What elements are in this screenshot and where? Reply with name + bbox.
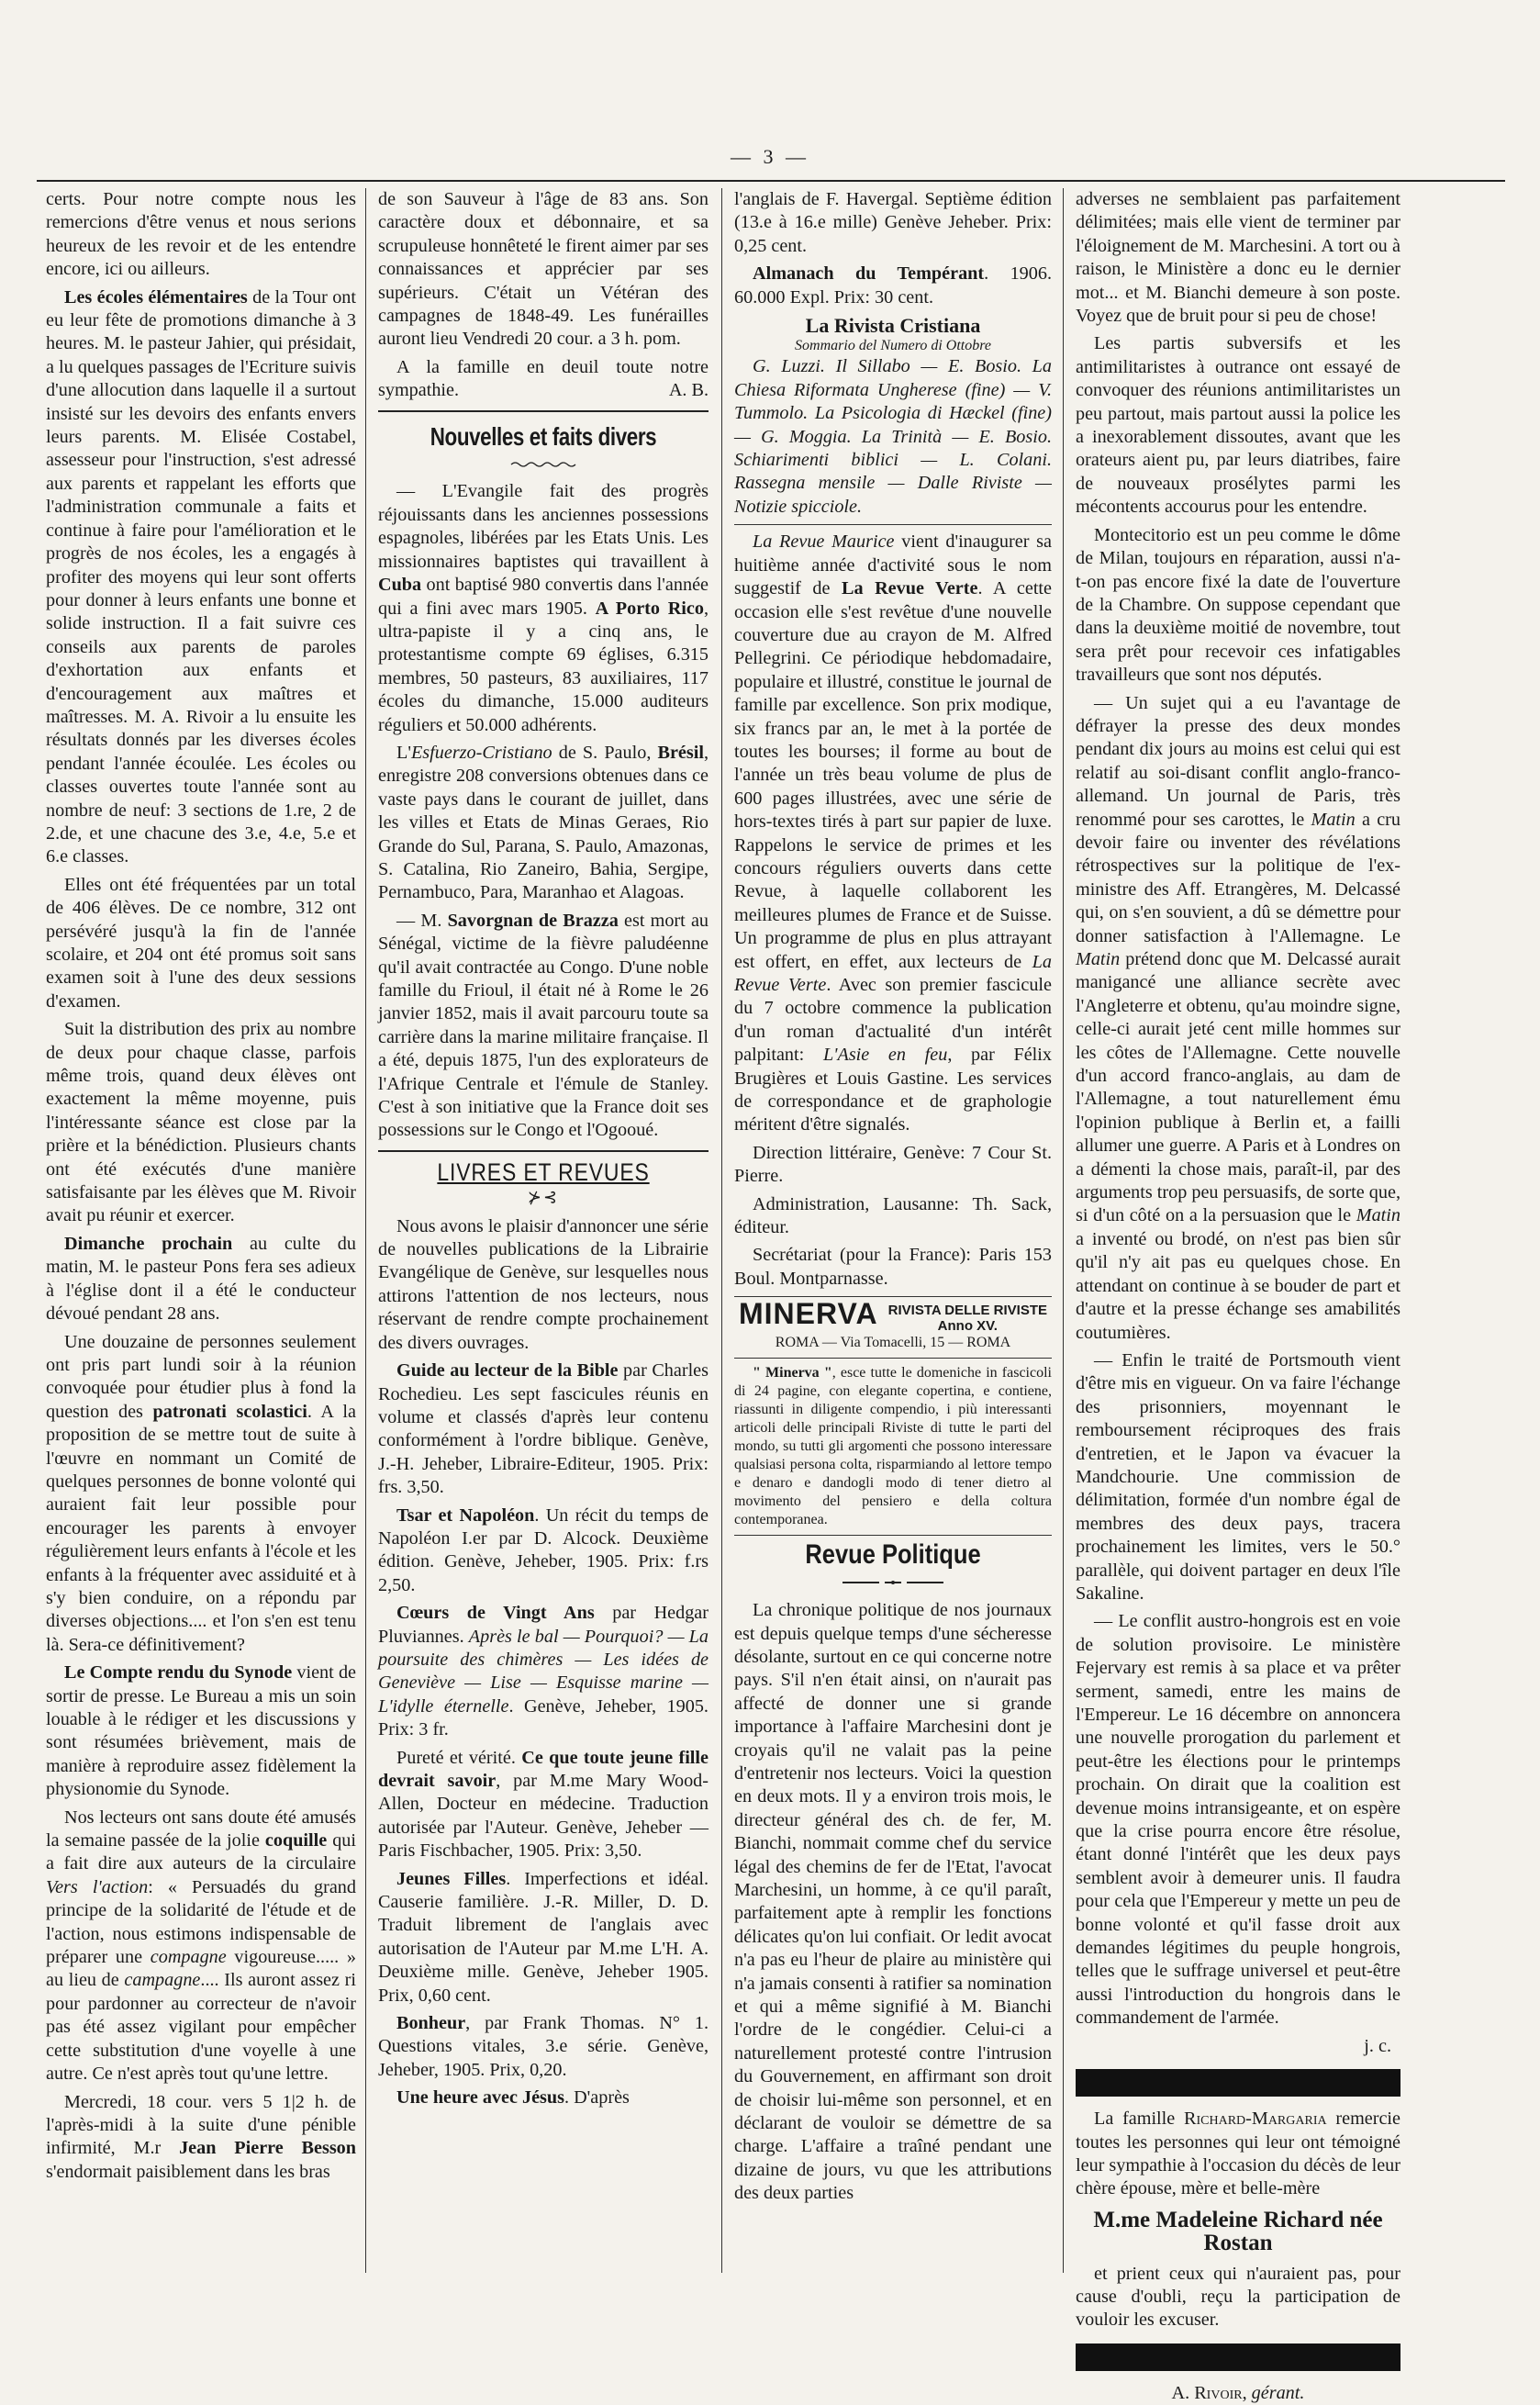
paragraph-synode: Le Compte rendu du Synode vient de sortir de presse. Le Bureau a mis un soin louable à le rédiger et les discussions y sont résumées brièvement, mais de manière à reproduire assez fidèlement la physionomie du Synode. bbox=[46, 1662, 356, 1800]
section-title-nouvelles: Nouvelles et faits divers bbox=[430, 421, 657, 451]
paragraph: Suit la distribution des prix au nombre de deux pour chaque classe, parfois même trois, quand deux élèves ont exactement la même moyenne, puis l'intéressante séance est close par la prière et la bénédiction. Plusieurs chants ont été exécutés d'une manière satisfaisante par les élèves que M. Rivoir avait pu réunir et exercer. bbox=[46, 1019, 356, 1226]
paragraph-besson: Mercredi, 18 cour. vers 5 1|2 h. de l'après-midi à la suite d'une pénible infirmité, M.r Jean Pierre Besson s'endormait paisiblement dans les bras bbox=[46, 2091, 356, 2182]
paragraph: certs. Pour notre compte nous les remercions d'être venus et nous serions heureux de les revoir et de les entendre encore, ici ou ailleurs. bbox=[46, 189, 356, 280]
paragraph: Nous avons le plaisir d'annoncer une série de nouvelles publications de la Librairie Evangélique de Genève, sur lesquelles nous attirons l'attention de nos lecteurs, nous réservant de rendre compte prochainement des divers ouvrages. bbox=[378, 1215, 709, 1353]
section-rule bbox=[378, 1150, 709, 1152]
wavy-ornament-icon bbox=[511, 461, 575, 468]
signature: j. c. bbox=[1364, 2035, 1391, 2056]
minerva-address: ROMA — Via Tomacelli, 15 — ROMA bbox=[775, 1335, 1011, 1351]
divider bbox=[734, 1535, 1052, 1536]
minerva-title: MINERVA bbox=[738, 1297, 878, 1331]
minerva-body: " Minerva ", esce tutte le domeniche in fascicoli di 24 pagine, con elegante copertina, e contiene, riassunti in diligente compendio, i più interessanti articoli delle principali Riviste di tutte le parti del mondo, su tutti gli argomenti che possono interessare qualsiasi persona colta, risparmiando al lettore tempo e denaro e dandogli modo di tener dietro al movimento del pensiero e della coltura contemporanea. bbox=[734, 1365, 1052, 1528]
family-thanks: La famille Richard-Margaria remercie toutes les personnes qui leur ont témoigné leur sympathie à l'occasion du décès de leur chère épouse, mère et belle-mère bbox=[1076, 2109, 1401, 2199]
book-une-heure: Une heure avec Jésus. D'après bbox=[396, 2087, 630, 2109]
mourning-bar bbox=[1076, 2343, 1401, 2371]
paragraph-coquille: Nos lecteurs ont sans doute été amusés la semaine passée de la jolie coquille qui a fait dire aux auteurs de la circulaire Vers l'action: « Persuadés du grand principe de la solidarité de l'étude et de l'action, nous estimons indispensable de préparer une compagne vigoureuse..... » au lieu de campagne.... Ils auront assez ri pour pardonner au correcteur de n'avoir pas été assez vigilant pour empêcher cette substitution d'une voyelle à une autre. Ce n'est après tout qu'une lettre. bbox=[46, 1807, 357, 2085]
paragraph-sympathie: A la famille en deuil toute notre sympathie. A. B. bbox=[378, 356, 709, 403]
paragraph-ecoles: Les écoles élémentaires de la Tour ont eu leur fête de promotions dimanche à 3 heures. M. le pasteur Jahier, qui présidait, a lu quelques passages de l'Ecriture suivis d'une allocution dans laquelle il a surtout insisté sur les devoirs des enfants envers leurs parents. M. Elisée Costabel, assesseur pour l'instruction, s'est adressé aux parents et rappelant les efforts que l'administration communale a faits et continue à faire pour l'amélioration et le progrès de nos écoles, les a engagés à profiter des moyens qui leur sont offerts pour donner à leurs enfants une bonne et solide instruction. Il a fait suivre ces conseils aux parents de paroles d'exhortation aux enfants et d'encouragement aux maîtres et maîtresses. M. A. Rivoir a lu ensuite les résultats donnés par les diverses écoles pendant l'année écoulée. Les écoles ou classes ouvertes toute l'année sont au nombre de neuf: 3 sections de 1.re, 2 de 2.de, et une chacune des 3.e, 4.e, 5.e et 6.e classes. bbox=[46, 286, 356, 867]
rivista-title: La Rivista Cristiana bbox=[805, 314, 981, 338]
book-coeurs: Cœurs de Vingt Ans par Hedgar Pluviannes. Après le bal — Pourquoi? — La poursuite des chimères — Les idées de Geneviève — Lise — Esquisse marine — L'idylle éternelle. Genève, Jeheber, 1905. Prix: 3 fr. bbox=[378, 1603, 709, 1740]
paragraph: Les partis subversifs et les antimilitaristes à outrance ont essayé de convoquer des réunions antimilitaristes un peu partout, mais partout aussi la police les a inexorablement dissoutes, avant que les orateurs aient pu, par leurs diatribes, faire de nouveaux prosélytes parmi les mécontents accourus pour les entendre. bbox=[1076, 333, 1401, 518]
paragraph-portsmouth: — Enfin le traité de Portsmouth vient d'être mis en vigueur. On va faire l'échange des prisonniers, moyennant le remboursement réciproques des frais d'entretien, et le Japon va évacuer la Mandchourie. Une commission de délimitation, formée d'un nombre égal de membres des deux pays, tracera prochainement les limites, vers le 50.° parallèle, qui doivent partager en deux l'île Sakaline. bbox=[1076, 1349, 1401, 1604]
rivista-subtitle: Sommario del Numero di Ottobre bbox=[795, 338, 991, 354]
book-tsar: Tsar et Napoléon. Un récit du temps de Napoléon I.er par D. Alcock. Deuxième édition. Genève, Jeheber, 1905. Prix: f.rs 2,50. bbox=[378, 1505, 709, 1595]
page-number: — 3 — bbox=[731, 145, 809, 168]
paragraph-austro-hongrois: — Le conflit austro-hongrois est en voie de solution provisoire. Le ministère Fejervary est remis à sa place et va prêter serment, samedi, entre les mains de l'Empereur. Le 16 décembre on annoncera une nouvelle prorogation du parlement et peut-être les élections pour le printemps prochain. On dirait que la coalition est devenue moins intransigeante, et on espère que la crise pourra encore être résolue, étant donné l'intérêt que les deux pays semblent avoir à demeurer unis. Il faudra pour cela que l'Empereur y mette un peu de bonne volonté et qu'il fasse droit aux demandes légitimes du peuple hongrois, telles que le suffrage universel et peut-être aussi l'introduction du hongrois dans le commandement de l'armée. bbox=[1076, 1611, 1401, 2029]
divider bbox=[734, 1358, 1052, 1359]
paragraph: Elles ont été fréquentées par un total de 406 élèves. De ce nombre, 312 ont persévéré jusqu'à la fin de l'année scolaire, et 204 ont été promus soit sans examen soit à l'une des deux sessions d'examen. bbox=[46, 874, 356, 1012]
book-bonheur: Bonheur, par Frank Thomas. N° 1. Questions vitales, 3.e série. Genève, Jeheber, 1905. Prix, 0,20. bbox=[378, 2013, 709, 2080]
column-4 bbox=[1076, 188, 1401, 2403]
divider bbox=[734, 524, 1052, 525]
paragraph-revue-politique: La chronique politique de nos journaux est depuis quelque temps d'une sécheresse désolante, surtout en ce qui concerne notre pays. S'il n'en était ainsi, on n'aurait pas affecté de donner une si grande importance à l'affaire Marchesini dont je croyais qu'il ne valait pas la peine d'entretenir nos lecteurs. Voici la question en deux mots. Il y a environ trois mois, le directeur général des ch. de fer, M. Bianchi, nommait comme chef du service légal des chemins de fer de l'Etat, l'avocat Marchesini, un homme, à ce qu'il paraît, parfaitement apte à remplir les fonctions délicates qu'on lui confiait. Or ledit avocat n'a pas eu l'heur de plaire au ministère qui n'a jamais consenti à ratifier sa nomination et qui a même signifié à M. Bianchi l'ordre de le congédier. Celui-ci a naturellement protesté contre l'intrusion du Gouvernement, en affirmant son droit de choisir lui-même son personnel, et en déclarant de vouloir se démettre de sa charge. L'affaire a traîné pendant une dizaine de jours, vu que les attributions des deux parties bbox=[734, 1600, 1052, 2204]
deceased-name: M.me Madeleine Richard née Rostan bbox=[1093, 2207, 1383, 2256]
book-purete: Pureté et vérité. Ce que toute jeune fille devrait savoir, par M.me Mary Wood-Allen, Docteur en médecine. Traduction autorisée par l'Auteur. Genève, Jeheber — Paris Fischbacher, 1905. Prix: 3,50. bbox=[378, 1747, 709, 1862]
direction: Direction littéraire, Genève: 7 Cour St. Pierre. bbox=[734, 1142, 1052, 1187]
dash-ornament-icon bbox=[843, 1578, 943, 1587]
paragraph-bresil: L'Esfuerzo-Cristiano de S. Paulo, Brésil, enregistre 208 conversions obtenues dans ce vaste pays dans le courant de juillet, dans les villes et Etats de Minas Geraes, Rio Grande do Sul, Parana, S. Paulo, Amazonas, S. Catalina, Rio Zaneiro, Bahia, Sergipe, Pernambuco, Para, Maranhao et Alagoas. bbox=[378, 742, 709, 903]
mourning-bar bbox=[1076, 2069, 1401, 2097]
minerva-ad bbox=[734, 1297, 1052, 1529]
family-excuse: et prient ceux qui n'auraient pas, pour cause d'oubli, reçu la participation de vouloir les excuser. bbox=[1076, 2263, 1401, 2331]
column-divider bbox=[1063, 188, 1064, 2273]
scissors-ornament-icon: ⊁⊰ bbox=[527, 1188, 560, 1207]
header-rule bbox=[37, 180, 1505, 182]
paragraph-dimanche: Dimanche prochain au culte du matin, M. le pasteur Pons fera ses adieux à l'église dont il a été le conducteur dévoué pendant 28 ans. bbox=[46, 1233, 356, 1325]
section-title-revue-politique: Revue Politique bbox=[805, 1539, 981, 1571]
column-divider bbox=[721, 188, 722, 2273]
column-3 bbox=[734, 188, 1052, 2273]
ornament bbox=[378, 452, 709, 475]
paragraph-matin: — Un sujet qui a eu l'avantage de défrayer la presse des deux mondes pendant dix jours au moins est celui qui est relatif au soi-disant conflit anglo-franco-allemand. Un journal de Paris, très renommé pour ses carottes, le Matin a cru devoir faire ou inventer des révélations rétrospectives sur la politique de l'ex-ministre des Aff. Etrangères, M. Delcassé qui, on s'en souvient, a dû se démettre pour donner satisfaction à l'Allemagne. Le Matin prétend donc que M. Delcassé aurait manigancé une alliance secrète avec l'Angleterre et obtenu, qu'au moindre signe, celle-ci aurait jeté cent mille hommes sur les côtes de l'Allemagne. Cette nouvelle d'un accord franco-anglais, au dam de l'Allemagne, a tout naturellement ému l'opinion publique à Berlin et, a failli allumer une guerre. A Paris et à Londres on a démenti la chose mais, paraît-il, par des arguments trop peu persuasifs, de sorte que, si d'un côté on a la persuasion que le Matin a inventé ou brodé, on n'est pas bien sûr qu'il n'y ait pas eu quelques chose. En attendant on continue à se bouder de part et d'autre et la presse échange ses amabilités coutumières. bbox=[1076, 692, 1401, 1343]
column-1 bbox=[46, 188, 356, 2273]
revue-maurice: La Revue Maurice vient d'inaugurer sa huitième année d'activité sous le nom suggestif de La Revue Verte. A cette occasion elle s'est revêtue d'une nouvelle couverture due au crayon de M. Alfred Pellegrini. Ce périodique hebdomadaire, populaire et illustré, constitue le journal de famille par excellence. Son prix modique, six francs par an, le met à la portée de toutes les bourses; il forme au bout de l'année un très beau volume de plus de 600 pages illustrées, avec une série de hors-textes tirés à part sur papier de luxe. Rappelons le service de primes et les concours réguliers ouverts dans cette Revue, à laquelle collaborent les meilleures plumes de France et de Suisse. Un programme de plus en plus attrayant est offert, en effet, aux lecteurs de La Revue Verte. Avec son premier fascicule du 7 octobre commence la publication d'un roman d'actualité d'un intérêt palpitant: L'Asie en feu, par Félix Brugières et Louis Gastine. Les services de correspondance et de graphologie méritent d'être signalés. bbox=[734, 531, 1052, 1135]
paragraph-brazza: — M. Savorgnan de Brazza est mort au Sénégal, victime de la fièvre paludéenne qu'il avait contractée au Congo. D'une noble famille du Frioul, il était né à Rome le 26 janvier 1852, mais il avait parcouru toute sa carrière dans la marine militaire française. Il a été, depuis 1875, l'un des explorateurs de l'Afrique Centrale et l'émule de Stanley. C'est à son initiative que la France doit ses possessions sur le Congo et l'Ogooué. bbox=[378, 910, 709, 1141]
paragraph-patronati: Une douzaine de personnes seulement ont pris part lundi soir à la réunion convoquée pour étudier plus à fond la question des patronati scolastici. A la proposition de se mettre tout de suite à l'œuvre en nommant un Comité de quelques personnes de bonne volonté qui auraient fait leur possible pour encourager les parents à envoyer régulièrement leurs enfants à l'école et les enfants à la fréquenter avec assiduité et à s'y bien conduire, on a répondu par diverses objections.... et l'on s'en est tenu là. Sera-ce définitivement? bbox=[46, 1331, 356, 1655]
administration: Administration, Lausanne: Th. Sack, éditeur. bbox=[734, 1193, 1052, 1238]
paragraph: adverses ne semblaient pas parfaitement délimitées; mais elle vient de terminer par l'éloignement de M. Marchesini. A tort ou à raison, le Ministère a donc eu le dernier mot... et M. Bianchi demeure à son poste. Voyez que de bruit pour si peu de chose! bbox=[1076, 189, 1401, 327]
column-2 bbox=[378, 188, 709, 2273]
paragraph-evangile: — L'Evangile fait des progrès réjouissants dans les anciennes possessions espagnoles, libérées par les Etats Unis. Les missionnaires baptistes qui travaillent à Cuba ont baptisé 980 convertis dans l'année qui a fini avec mars 1905. A Porto Rico, ultra-papiste il y a cinq ans, le protestantisme compte 69 églises, 6.315 membres, 50 pasteurs, 83 auxiliaires, 117 écoles du dimanche, 15.000 auditeurs réguliers et 50.000 adhérents. bbox=[378, 481, 709, 735]
paragraph: Montecitorio est un peu comme le dôme de Milan, toujours en réparation, aussi n'a-t-on pas encore fixé la date de l'ouverture de la Chambre. On suppose cependant que dans la deuxième moitié de novembre, tout sera prêt pour recevoir ces infatigables travailleurs que sont nos députés. bbox=[1076, 524, 1401, 686]
gerant-signature: A. Rivoir, gérant. bbox=[1171, 2382, 1305, 2403]
almanach: Almanach du Tempérant. 1906. 60.000 Expl. Prix: 30 cent. bbox=[734, 263, 1052, 308]
book-jeunes-filles: Jeunes Filles. Imperfections et idéal. Causerie familière. J.-R. Miller, D. D. Traduit librement de l'anglais avec autorisation de l'Auteur par M.me L'H. A. Deuxième mille. Genève, Jeheber 1905. Prix, 0,60 cent. bbox=[378, 1868, 709, 2006]
paragraph: l'anglais de F. Havergal. Septième édition (13.e à 16.e mille) Genève Jeheber. Prix: 0,25 cent. bbox=[734, 189, 1052, 256]
section-rule bbox=[378, 410, 709, 412]
minerva-subtitle: RIVISTA DELLE RIVISTE Anno XV. bbox=[887, 1303, 1047, 1335]
column-divider bbox=[365, 188, 366, 2273]
secretariat: Secrétariat (pour la France): Paris 153 Boul. Montparnasse. bbox=[734, 1245, 1052, 1289]
rivista-contents: G. Luzzi. Il Sillabo — E. Bosio. La Chiesa Riformata Ungherese (fine) — V. Tummolo. La Psicologia di Hæckel (fine) — G. Moggia. La Trinità — E. Bosio. Schiarimenti biblici — L. Colani. Rassegna mensile — Dalle Riviste — Notizie spicciole. bbox=[734, 356, 1052, 517]
paragraph: de son Sauveur à l'âge de 83 ans. Son caractère doux et débonnaire, et sa scrupuleuse honnêteté le firent aimer par ses connaissances et apprécier par ses supérieurs. C'était un Vétéran des campagnes de 1848-49. Les funérailles auront lieu Vendredi 20 cour. a 3 h. pom. bbox=[378, 189, 709, 350]
ornament bbox=[734, 1571, 1052, 1594]
signature: A. B. bbox=[668, 380, 709, 401]
book-guide: Guide au lecteur de la Bible par Charles Rochedieu. Les sept fascicules réunis en volume et classés d'après leur contenu conformément à l'ordre biblique. Genève, J.-H. Jeheber, Libraire-Editeur, 1905. Prix: frs. 3,50. bbox=[378, 1360, 709, 1498]
section-title-livres: LIVRES ET REVUES bbox=[437, 1158, 650, 1186]
